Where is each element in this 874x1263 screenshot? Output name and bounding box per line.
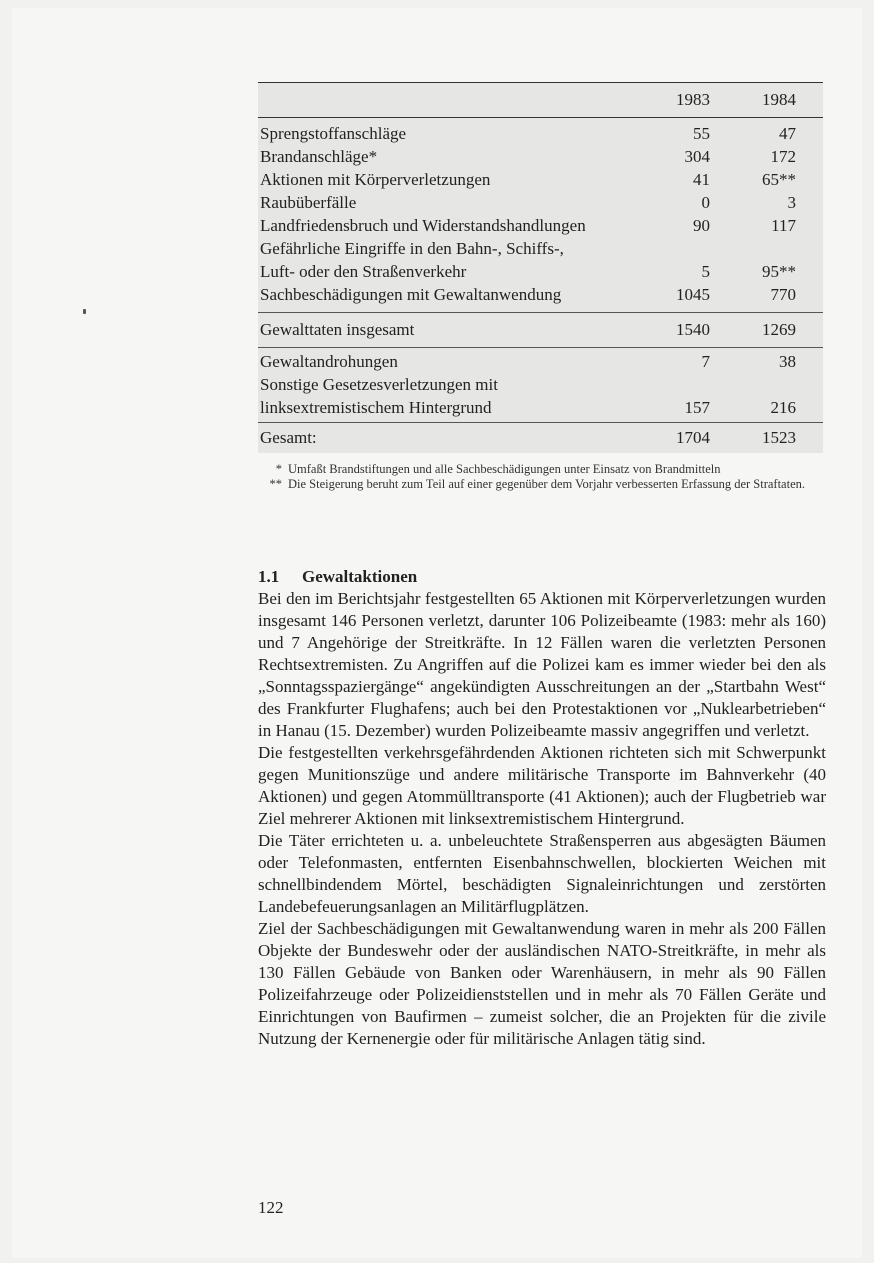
cell-1984: 38 xyxy=(779,352,796,371)
section-heading xyxy=(258,566,826,588)
table-row xyxy=(258,237,823,260)
row-label: Aktionen mit Körperverletzungen xyxy=(260,170,491,189)
table-row xyxy=(258,168,823,191)
footnote-text: Die Steigerung beruht zum Teil auf einer gegenüber dem Vorjahr verbesserten Erfassung der Straftaten. xyxy=(288,477,806,491)
footnote-text: Umfaßt Brandstiftungen und alle Sachbeschädigungen unter Einsatz von Brandmitteln xyxy=(288,462,721,476)
cell-1984: 117 xyxy=(771,216,796,235)
offense-rows xyxy=(258,118,823,312)
table-footnotes xyxy=(258,462,823,492)
row-label: Gewalttaten insgesamt xyxy=(260,320,415,339)
section-title: Gewaltaktionen xyxy=(302,567,418,586)
row-label: linksextremistischem Hintergrund xyxy=(260,398,492,417)
cell-1983: 157 xyxy=(684,398,710,417)
footnote xyxy=(258,477,823,492)
table-row xyxy=(258,350,823,373)
paragraph: Bei den im Berichtsjahr festgestellten 65 Aktionen mit Körperverletzungen wurden insgesamt 146 Personen verletzt, darunter 106 Polizeibeamte (1983: mehr als 160) und 7 Angehörige der Streitkräfte. In 12 Fällen waren die verletzten Personen Rechtsextremisten. Zu Angriffen auf die Polizei kam es immer wieder bei den als „Sonntagsspaziergänge“ angekündigten Ausschreitungen an der „Startbahn West“ des Frankfurter Flughafens; auch bei den Protestaktionen vor „Nuklearbetrieben“ in Hanau (15. Dezember) wurden Polizeibeamte massiv angegriffen und verletzt. xyxy=(258,589,826,740)
header-1983: 1983 xyxy=(676,90,710,109)
row-label: Luft- oder den Straßenverkehr xyxy=(260,262,467,281)
footnote-mark: ** xyxy=(269,477,282,491)
table-row xyxy=(258,283,823,306)
row-label: Gesamt: xyxy=(260,428,317,447)
grand-total-row xyxy=(258,423,823,453)
row-label: Sachbeschädigungen mit Gewaltanwendung xyxy=(260,285,562,304)
footnote-mark: * xyxy=(275,462,282,476)
row-label: Gewaltandrohungen xyxy=(260,352,398,371)
cell-1983: 304 xyxy=(684,147,710,166)
cell-1983: 1704 xyxy=(676,428,710,447)
header-1984: 1984 xyxy=(762,90,796,109)
cell-1983: 7 xyxy=(701,352,710,371)
table-row xyxy=(258,214,823,237)
paragraph: Ziel der Sachbeschädigungen mit Gewaltanwendung waren in mehr als 200 Fällen Objekte der Bundeswehr oder der ausländischen NATO-Streitkräfte, in mehr als 130 Fällen Gebäude von Banken oder Warenhäusern, in mehr als 90 Fällen Polizeifahrzeuge oder Polizeidienststellen und in mehr als 70 Fällen Geräte und Einrichtungen von Baufirmen – zumeist solcher, die an Projekten für die zivile Nutzung der Kernenergie oder für militärische Anlagen tätig sind. xyxy=(258,919,826,1048)
cell-1984: 216 xyxy=(770,398,796,417)
cell-1983: 41 xyxy=(693,170,710,189)
cell-1983: 0 xyxy=(701,193,710,212)
total-violence-row xyxy=(258,313,823,347)
cell-1984: 65** xyxy=(762,170,796,189)
cell-1983: 1540 xyxy=(676,320,710,339)
section-number: 1.1 xyxy=(258,567,280,586)
cell-1983: 5 xyxy=(701,262,710,281)
row-label: Sprengstoffanschläge xyxy=(260,124,407,143)
cell-1983: 90 xyxy=(693,216,710,235)
row-label: Landfriedensbruch und Widerstandshandlungen xyxy=(260,216,586,235)
cell-1984: 1523 xyxy=(762,428,796,447)
table-row xyxy=(258,260,823,283)
section-gewaltaktionen xyxy=(258,566,826,1050)
row-label: Brandanschläge* xyxy=(260,147,378,166)
statistics-table xyxy=(258,82,823,453)
cell-1983: 55 xyxy=(693,124,710,143)
other-offense-rows xyxy=(258,348,823,422)
table-header-row xyxy=(258,83,823,117)
table-row xyxy=(258,396,823,419)
paragraph: Die Täter errichteten u. a. unbeleuchtete Straßensperren aus abgesägten Bäumen oder Telefonmasten, entfernten Eisenbahnschwellen, blockierten Weichen mit schnellbindendem Mörtel, beschädigten Signaleinrichtungen und zerstörten Landebefeuerungsanlagen an Militärflugplätzen. xyxy=(258,831,826,916)
row-label: Raubüberfälle xyxy=(260,193,357,212)
paragraph: Die festgestellten verkehrsgefährdenden Aktionen richteten sich mit Schwerpunkt gegen Munitionszüge und andere militärische Transporte im Bahnverkehr (40 Aktionen) und gegen Atommülltransporte (41 Aktionen); auch der Flugbetrieb war Ziel mehrerer Aktionen mit linksextremistischem Hintergrund. xyxy=(258,743,826,828)
cell-1984: 1269 xyxy=(762,320,796,339)
cell-1984: 172 xyxy=(770,147,796,166)
scan-speck xyxy=(83,309,86,314)
row-label: Gefährliche Eingriffe in den Bahn-, Schiffs-, xyxy=(260,239,564,258)
cell-1983: 1045 xyxy=(676,285,710,304)
table-row xyxy=(258,191,823,214)
table-row xyxy=(258,373,823,396)
cell-1984: 95** xyxy=(762,262,796,281)
row-label: Sonstige Gesetzesverletzungen mit xyxy=(260,375,498,394)
footnote xyxy=(258,462,823,477)
cell-1984: 770 xyxy=(770,285,796,304)
table-row xyxy=(258,122,823,145)
cell-1984: 3 xyxy=(787,193,796,212)
table-row xyxy=(258,145,823,168)
page-number: 122 xyxy=(258,1198,284,1217)
cell-1984: 47 xyxy=(779,124,796,143)
